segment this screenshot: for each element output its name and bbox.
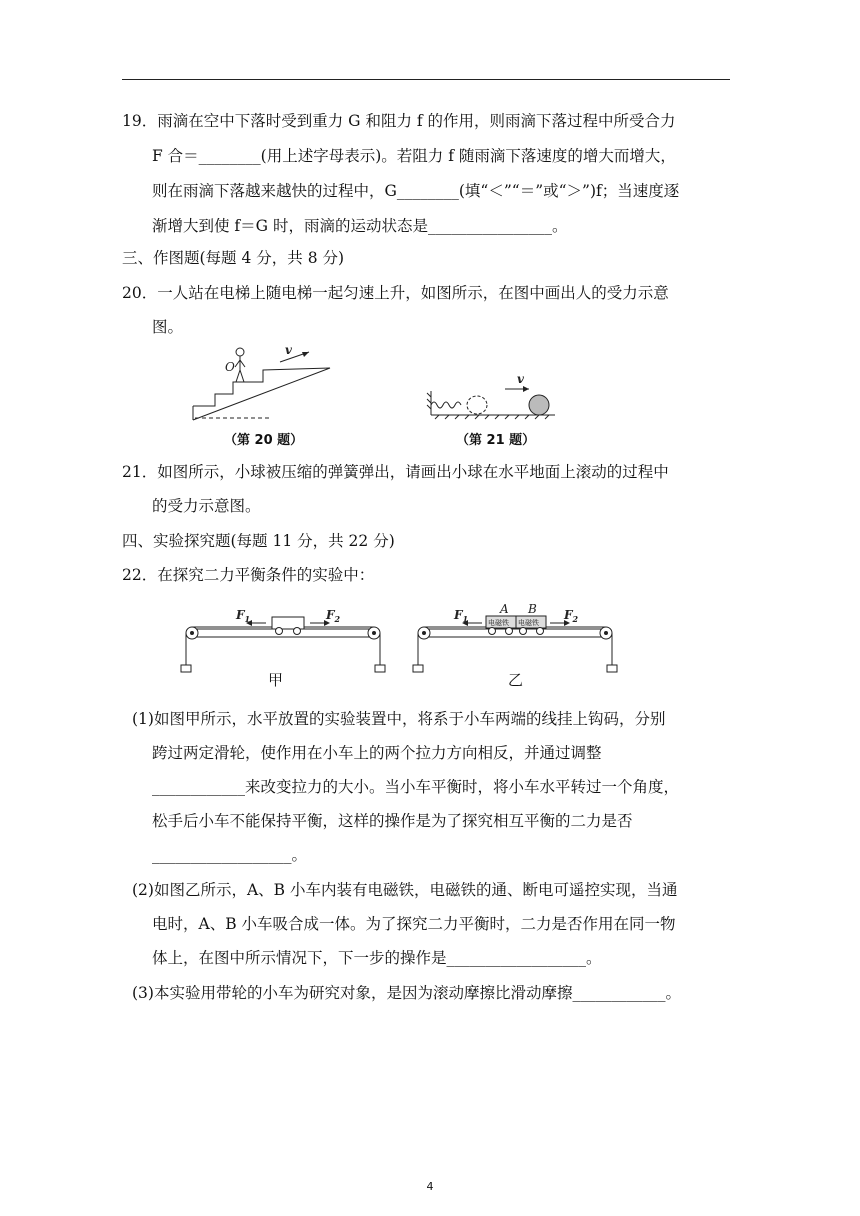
q20-line1: 20．一人站在电梯上随电梯一起匀速上升，如图所示，在图中画出人的受力示意 <box>122 284 669 302</box>
fig21-spring-ball <box>425 373 560 423</box>
magnet-b-label: 电磁铁 <box>518 619 539 627</box>
q22-1-line2: 跨过两定滑轮，使作用在小车上的两个拉力方向相反，并通过调整 <box>152 744 602 762</box>
fig20-caption: （第 20 题） <box>224 433 304 448</box>
jia-f1-sub: 1 <box>244 614 251 624</box>
q21-line1: 21．如图所示，小球被压缩的弹簧弹出，请画出小球在水平地面上滚动的过程中 <box>122 463 669 481</box>
q22-2-line3: 体上，在图中所示情况下，下一步的操作是__________________。 <box>152 949 602 967</box>
svg-text:F1 <box>235 608 250 624</box>
q21-line2: 的受力示意图。 <box>152 497 261 515</box>
fig21-caption: （第 21 题） <box>456 433 536 448</box>
fig20-velocity-label: v <box>285 343 292 357</box>
svg-text:F2 <box>325 608 341 624</box>
q20-line2: 图。 <box>152 318 184 336</box>
jia-f2-label: F <box>326 608 335 622</box>
q22-intro: 22．在探究二力平衡条件的实验中： <box>122 566 375 584</box>
q22-2-line2: 电时，A、B 小车吸合成一体。为了探究二力平衡时，二力是否作用在同一物 <box>152 915 676 933</box>
q19-line1: 19．雨滴在空中下落时受到重力 G 和阻力 f 的作用，则雨滴下落过程中所受合力 <box>122 112 676 130</box>
page-number: 4 <box>426 1180 434 1193</box>
q22-1-line4: 松手后小车不能保持平衡，这样的操作是为了探究相互平衡的二力是否 <box>152 812 633 830</box>
jia-f2-sub: 2 <box>334 614 341 624</box>
yi-f2-label: F <box>564 608 573 622</box>
q22-3-line1: (3)本实验用带轮的小车为研究对象，是因为滚动摩擦比滑动摩擦____________。 <box>132 984 681 1002</box>
svg-text:F2 <box>563 608 579 624</box>
cart-a-label: A <box>500 603 509 616</box>
magnet-a-label: 电磁铁 <box>488 619 509 627</box>
yi-f1-label: F <box>454 608 463 622</box>
svg-text:F1 <box>453 608 468 624</box>
fig20-point-label: O <box>225 360 235 374</box>
header-rule <box>122 79 730 80</box>
q19-line2: F 合＝________(用上述字母表示)。若阻力 f 随雨滴下落速度的增大而增大， <box>152 147 676 165</box>
jia-f1-label: F <box>236 608 245 622</box>
yi-f2-sub: 2 <box>572 614 579 624</box>
fig21-velocity-label: v <box>517 373 524 386</box>
q19-line3: 则在雨滴下落越来越快的过程中，G________(填“＜”“＝”或“＞”)f；当速度逐 <box>152 182 680 200</box>
cart-b-label: B <box>528 603 537 616</box>
yi-label: 乙 <box>508 671 524 689</box>
fig22-yi-apparatus <box>412 603 622 678</box>
q22-2-line1: (2)如图乙所示，A、B 小车内装有电磁铁，电磁铁的通、断电可遥控实现，当通 <box>132 881 678 899</box>
q22-1-line1: (1)如图甲所示，水平放置的实验装置中，将系于小车两端的线挂上钩码，分别 <box>132 710 666 728</box>
q22-1-line5: __________________。 <box>152 846 308 864</box>
q22-1-line3: ____________来改变拉力的大小。当小车平衡时，将小车水平转过一个角度， <box>152 778 680 796</box>
yi-f1-sub: 1 <box>462 614 469 624</box>
q19-line4: 渐增大到使 f＝G 时，雨滴的运动状态是________________。 <box>152 217 568 235</box>
section-3-heading: 三、作图题(每题 4 分，共 8 分) <box>122 249 345 267</box>
jia-label: 甲 <box>268 671 284 689</box>
section-4-heading: 四、实验探究题(每题 11 分，共 22 分) <box>122 532 395 550</box>
fig22-jia-apparatus <box>180 603 390 678</box>
fig20-escalator <box>185 340 340 422</box>
